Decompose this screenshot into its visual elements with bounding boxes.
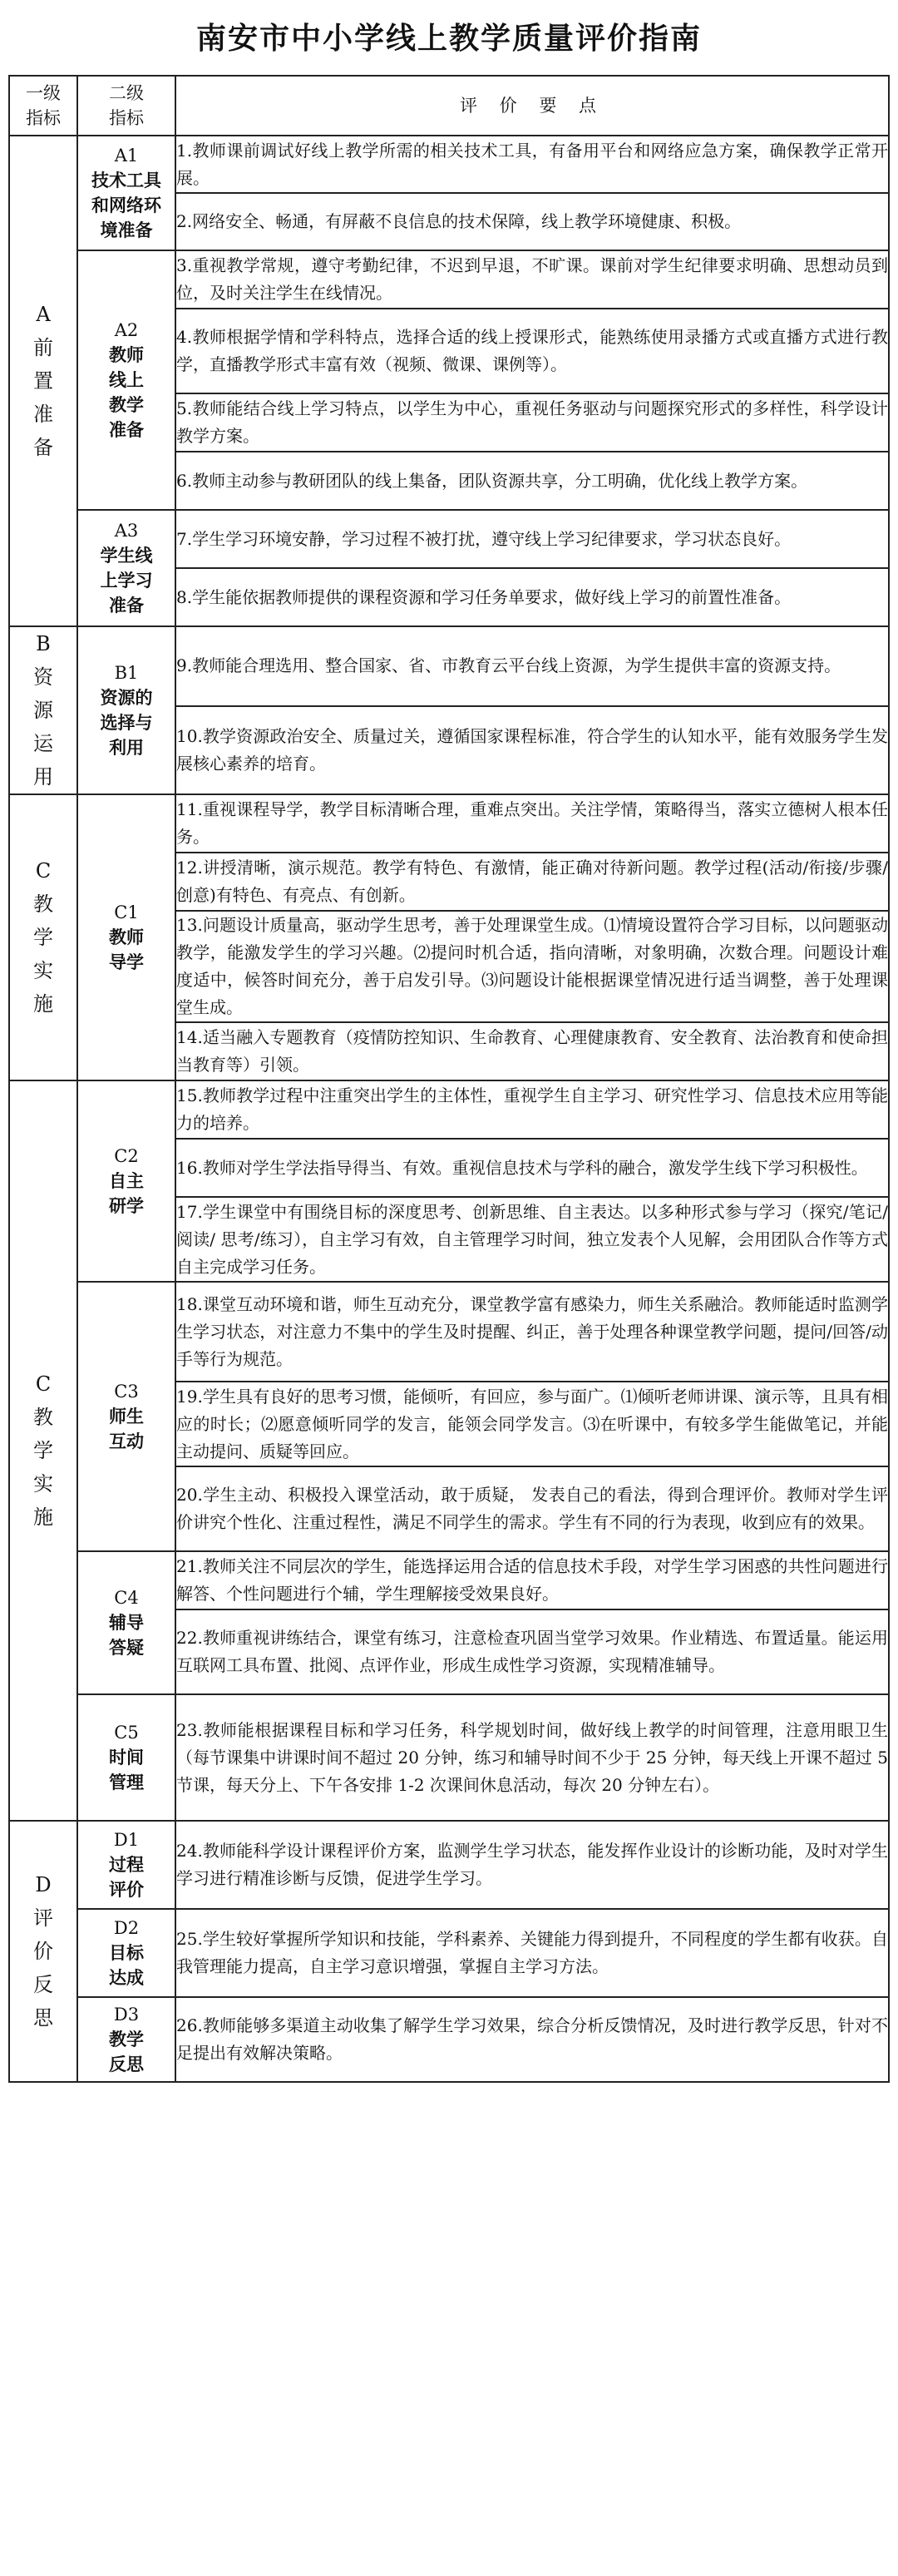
table-header-row — [9, 76, 889, 136]
point-4: 4.教师根据学情和学科特点，选择合适的线上授课形式，能熟练使用录播方式或直播方式进行教学，直播教学形式丰富有效（视频、微课、课例等）。 — [175, 309, 889, 393]
table-row — [9, 1080, 889, 1139]
level1-cell-a: A前置准备 — [9, 136, 77, 626]
point-7: 7.学生学习环境安静，学习过程不被打扰，遵守线上学习纪律要求，学习状态良好。 — [175, 510, 889, 568]
point-25: 25.学生较好掌握所学知识和技能，学科素养、关键能力得到提升，不同程度的学生都有收获。自我管理能力提高，自主学习意识增强，掌握自主学习方法。 — [175, 1909, 889, 1997]
point-5: 5.教师能结合线上学习特点，以学生为中心，重视任务驱动与问题探究形式的多样性，科学设计教学方案。 — [175, 393, 889, 452]
point-11: 11.重视课程导学，教学目标清晰合理，重难点突出。关注学情，策略得当，落实立德树人根本任务。 — [175, 794, 889, 853]
level1-cell-c-first: C教学实施 — [9, 794, 77, 1080]
header-level2: 二级 指标 — [77, 76, 175, 136]
level2-cell-c2: C2 自主研学 — [77, 1080, 175, 1282]
level2-cell-d3: D3 教学反思 — [77, 1997, 175, 2082]
point-26: 26.教师能够多渠道主动收集了解学生学习效果，综合分析反馈情况，及时进行教学反思，针对不足提出有效解决策略。 — [175, 1997, 889, 2082]
level2-cell-c5: C5 时间管理 — [77, 1694, 175, 1821]
level2-cell-d2: D2 目标达成 — [77, 1909, 175, 1997]
point-17: 17.学生课堂中有围绕目标的深度思考、创新思维、自主表达。以多种形式参与学习（探究/笔记/阅读/ 思考/练习），自主学习有效，自主管理学习时间，独立发表个人见解，会用团队合作等方式自主完成学习任务。 — [175, 1197, 889, 1282]
table-row — [9, 794, 889, 853]
level2-cell-b1: B1 资源的选择与利用 — [77, 626, 175, 794]
point-8: 8.学生能依据教师提供的课程资源和学习任务单要求，做好线上学习的前置性准备。 — [175, 568, 889, 626]
table-row — [9, 250, 889, 309]
point-2: 2.网络安全、畅通，有屏蔽不良信息的技术保障，线上教学环境健康、积极。 — [175, 193, 889, 250]
level2-cell-c1: C1 教师导学 — [77, 794, 175, 1080]
table-row — [9, 1821, 889, 1909]
point-23: 23.教师能根据课程目标和学习任务，科学规划时间，做好线上教学的时间管理，注意用眼卫生（每节课集中讲课时间不超过 20 分钟，练习和辅导时间不少于 25 分钟，每天线上开课不超过 5 节课，每天分上、下午各安排 1-2 次课间休息活动，每次 20 分钟左右）。 — [175, 1694, 889, 1821]
point-9: 9.教师能合理选用、整合国家、省、市教育云平台线上资源，为学生提供丰富的资源支持。 — [175, 626, 889, 706]
point-21: 21.教师关注不同层次的学生，能选择运用合适的信息技术手段，对学生学习困惑的共性问题进行解答、个性问题进行个辅，学生理解接受效果良好。 — [175, 1551, 889, 1609]
level2-cell-d1: D1 过程评价 — [77, 1821, 175, 1909]
point-6: 6.教师主动参与教研团队的线上集备，团队资源共享，分工明确，优化线上教学方案。 — [175, 452, 889, 510]
level2-cell-c3: C3 师生互动 — [77, 1282, 175, 1551]
table-row — [9, 136, 889, 193]
point-16: 16.教师对学生学法指导得当、有效。重视信息技术与学科的融合，激发学生线下学习积极性。 — [175, 1139, 889, 1197]
evaluation-table — [8, 75, 890, 2083]
point-15: 15.教师教学过程中注重突出学生的主体性，重视学生自主学习、研究性学习、信息技术应用等能力的培养。 — [175, 1080, 889, 1139]
level2-cell-c4: C4 辅导答疑 — [77, 1551, 175, 1694]
header-points: 评 价 要 点 — [175, 76, 889, 136]
level2-cell-a2: A2 教师线上教学准备 — [77, 250, 175, 510]
table-row — [9, 1551, 889, 1609]
point-13: 13.问题设计质量高，驱动学生思考，善于处理课堂生成。⑴情境设置符合学习目标，以问题驱动教学，能激发学生的学习兴趣。⑵提问时机合适，指向清晰，对象明确，次数合理。问题设计难度适中，候答时间充分，善于启发引导。⑶问题设计能根据课堂情况进行适当调整，善于处理课堂生成。 — [175, 911, 889, 1022]
table-row — [9, 1282, 889, 1382]
point-10: 10.教学资源政治安全、质量过关，遵循国家课程标准，符合学生的认知水平，能有效服务学生发展核心素养的培育。 — [175, 706, 889, 794]
point-14: 14.适当融入专题教育（疫情防控知识、生命教育、心理健康教育、安全教育、法治教育和使命担当教育等）引领。 — [175, 1022, 889, 1080]
level1-cell-d: D评价反思 — [9, 1821, 77, 2082]
level1-cell-c-second: C教学实施 — [9, 1080, 77, 1821]
table-row — [9, 1997, 889, 2082]
point-20: 20.学生主动、积极投入课堂活动，敢于质疑， 发表自己的看法，得到合理评价。教师对学生评价讲究个性化、注重过程性，满足不同学生的需求。学生有不同的行为表现，收到应有的效果。 — [175, 1466, 889, 1551]
table-row — [9, 626, 889, 706]
point-12: 12.讲授清晰，演示规范。教学有特色、有激情，能正确对待新问题。教学过程(活动/衔接/步骤/创意)有特色、有亮点、有创新。 — [175, 853, 889, 911]
level1-cell-b: B资源运用 — [9, 626, 77, 794]
point-3: 3.重视教学常规，遵守考勤纪律，不迟到早退，不旷课。课前对学生纪律要求明确、思想动员到位，及时关注学生在线情况。 — [175, 250, 889, 309]
table-row — [9, 510, 889, 568]
point-1: 1.教师课前调试好线上教学所需的相关技术工具，有备用平台和网络应急方案，确保教学正常开展。 — [175, 136, 889, 193]
header-level1: 一级 指标 — [9, 76, 77, 136]
level2-cell-a1: A1 技术工具和网络环境准备 — [77, 136, 175, 250]
table-row — [9, 1909, 889, 1997]
point-18: 18.课堂互动环境和谐，师生互动充分，课堂教学富有感染力，师生关系融洽。教师能适时监测学生学习状态，对注意力不集中的学生及时提醒、纠正，善于处理各种课堂教学问题，提问/回答/动手等行为规范。 — [175, 1282, 889, 1382]
point-22: 22.教师重视讲练结合，课堂有练习，注意检查巩固当堂学习效果。作业精选、布置适量。能运用互联网工具布置、批阅、点评作业，形成生成性学习资源，实现精准辅导。 — [175, 1609, 889, 1694]
level2-cell-a3: A3 学生线上学习准备 — [77, 510, 175, 626]
point-19: 19.学生具有良好的思考习惯，能倾听，有回应，参与面广。⑴倾听老师讲课、演示等，且具有相应的时长；⑵愿意倾听同学的发言，能领会同学发言。⑶在听课中，有较多学生能做笔记，并能主动提问、质疑等回应。 — [175, 1382, 889, 1466]
point-24: 24.教师能科学设计课程评价方案，监测学生学习状态，能发挥作业设计的诊断功能，及时对学生学习进行精准诊断与反馈，促进学生学习。 — [175, 1821, 889, 1909]
document-title: 南安市中小学线上教学质量评价指南 — [195, 20, 702, 56]
